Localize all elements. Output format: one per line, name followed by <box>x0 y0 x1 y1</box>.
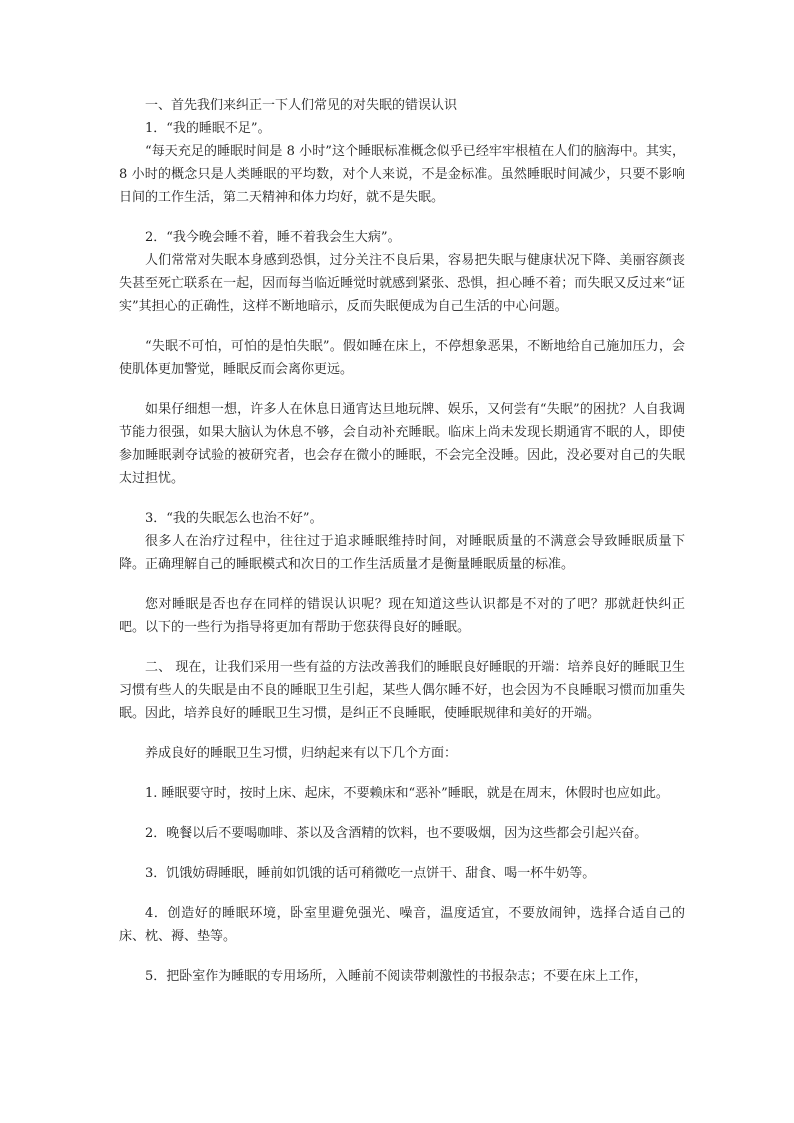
habit-item-3: 3．饥饿妨碍睡眠，睡前如饥饿的话可稍微吃一点饼干、甜食、喝一杯牛奶等。 <box>145 866 596 881</box>
misconception-3-text: 很多人在治疗过程中，往往过于追求睡眠维持时间，对睡眠质量的不满意会导致睡眠质量下降。正确理解自己的睡眠模式和次日的工作生活质量才是衡量睡眠质量的标准。 <box>119 534 685 572</box>
document-body <box>119 94 685 988</box>
misconception-2-heading: 2．“我今晚会睡不着，睡不着我会生大病”。 <box>145 230 401 245</box>
misconception-2-text: 人们常常对失眠本身感到恐惧，过分关注不良后果，容易把失眠与健康状况下降、美丽容颜丧失甚至死亡联系在一起，因而每当临近睡觉时就感到紧张、恐惧，担心睡不着；而失眠又反过来“证实”其担心的正确性，这样不断地暗示，反而失眠便成为自己生活的中心问题。 <box>119 253 685 314</box>
transition-paragraph: 您对睡眠是否也存在同样的错误认识呢？现在知道这些认识都是不对的了吧？那就赶快纠正吧。以下的一些行为指导将更加有帮助于您获得良好的睡眠。 <box>119 597 685 635</box>
misconception-1-heading: 1．“我的睡眠不足”。 <box>145 121 271 136</box>
misconception-2-reflection-paragraph: 如果仔细想一想，许多人在休息日通宵达旦地玩牌、娱乐，又何尝有“失眠”的困扰？人自我调节能力很强，如果大脑认为休息不够，会自动补充睡眠。临床上尚未发现长期通宵不眠的人，即使参加睡眠剥夺试验的被研究者，也会存在微小的睡眠，不会完全没睡。因此，没必要对自己的失眠太过担忧。 <box>119 402 685 486</box>
habit-item-2: 2．晚餐以后不要喝咖啡、茶以及含酒精的饮料，也不要吸烟，因为这些都会引起兴奋。 <box>145 826 648 841</box>
habit-item-1: 1. 睡眠要守时，按时上床、起床，不要赖床和“恶补”睡眠，就是在周末，休假时也应如此。 <box>145 786 669 801</box>
misconception-3-heading: 3．“我的失眠怎么也治不好”。 <box>145 511 323 526</box>
habit-item-5: 5．把卧室作为睡眠的专用场所，入睡前不阅读带刺激性的书报杂志；不要在床上工作， <box>145 969 648 984</box>
section-heading-1: 一、首先我们来纠正一下人们常见的对失眠的错误认识 <box>145 98 458 113</box>
habits-intro-paragraph: 养成良好的睡眠卫生习惯，归纳起来有以下几个方面： <box>145 746 458 761</box>
misconception-2-quote-paragraph: “失眠不可怕，可怕的是怕失眠”。假如睡在床上，不停想象恶果，不断地给自己施加压力，会使肌体更加警觉，睡眠反而会离你更远。 <box>119 339 685 377</box>
section-heading-2-paragraph: 二、 现在，让我们采用一些有益的方法改善我们的睡眠良好睡眠的开端：培养良好的睡眠卫生习惯有些人的失眠是由不良的睡眠卫生引起，某些人偶尔睡不好，也会因为不良睡眠习惯而加重失眠。因此，培养良好的睡眠卫生习惯，是纠正不良睡眠，使睡眠规律和美好的开端。 <box>119 660 685 721</box>
habit-item-4: 4．创造好的睡眠环境，卧室里避免强光、噪音，温度适宜，不要放闹钟，选择合适自己的床、枕、褥、垫等。 <box>119 906 685 944</box>
misconception-1-text: “每天充足的睡眠时间是 8 小时”这个睡眠标准概念似乎已经牢牢根植在人们的脑海中。其实， 8 小时的概念只是人类睡眠的平均数，对个人来说，不是金标准。虽然睡眠时间减少，只要不影响日间的工作生活，第二天精神和体力均好，就不是失眠。 <box>119 144 685 205</box>
